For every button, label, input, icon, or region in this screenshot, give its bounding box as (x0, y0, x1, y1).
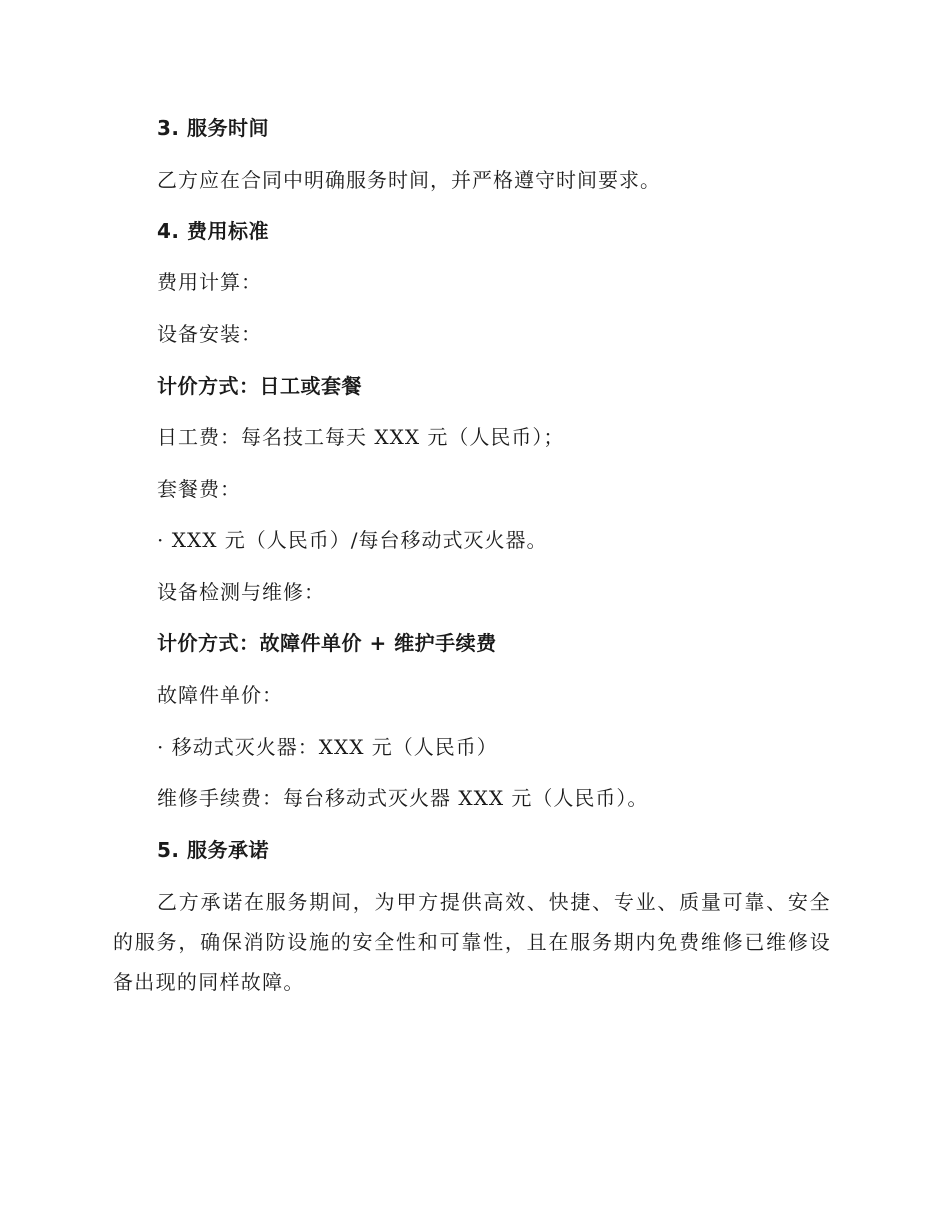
part-price-label: 故障件单价： (157, 683, 283, 707)
repair-fee-line: 维修手续费：每台移动式灭火器 XXX 元（人民币）。 (157, 786, 649, 810)
installation-label: 设备安装： (157, 322, 262, 346)
section-5-text: 乙方承诺在服务期间，为甲方提供高效、快捷、专业、质量可靠、安全的服务，确保消防设施的安全性和可靠性，且在服务期内免费维修已维修设备出现的同样故障。 (113, 890, 831, 994)
section-3-text: 乙方应在合同中明确服务时间，并严格遵守时间要求。 (157, 168, 661, 192)
section-4-heading: 4. 费用标准 (157, 219, 269, 243)
part-price-item: · 移动式灭火器：XXX 元（人民币） (157, 735, 498, 759)
inspection-repair-label: 设备检测与维修： (157, 580, 325, 604)
installation-pricing-heading: 计价方式：日工或套餐 (157, 374, 362, 398)
package-fee-item: · XXX 元（人民币）/每台移动式灭火器。 (157, 528, 548, 552)
package-fee-label: 套餐费： (157, 477, 241, 501)
daily-fee-line: 日工费：每名技工每天 XXX 元（人民币）； (157, 425, 565, 449)
repair-pricing-heading: 计价方式：故障件单价 + 维护手续费 (157, 631, 497, 655)
section-3-heading: 3. 服务时间 (157, 116, 269, 140)
section-5-heading: 5. 服务承诺 (157, 838, 269, 862)
fee-calculation-label: 费用计算： (157, 270, 262, 294)
